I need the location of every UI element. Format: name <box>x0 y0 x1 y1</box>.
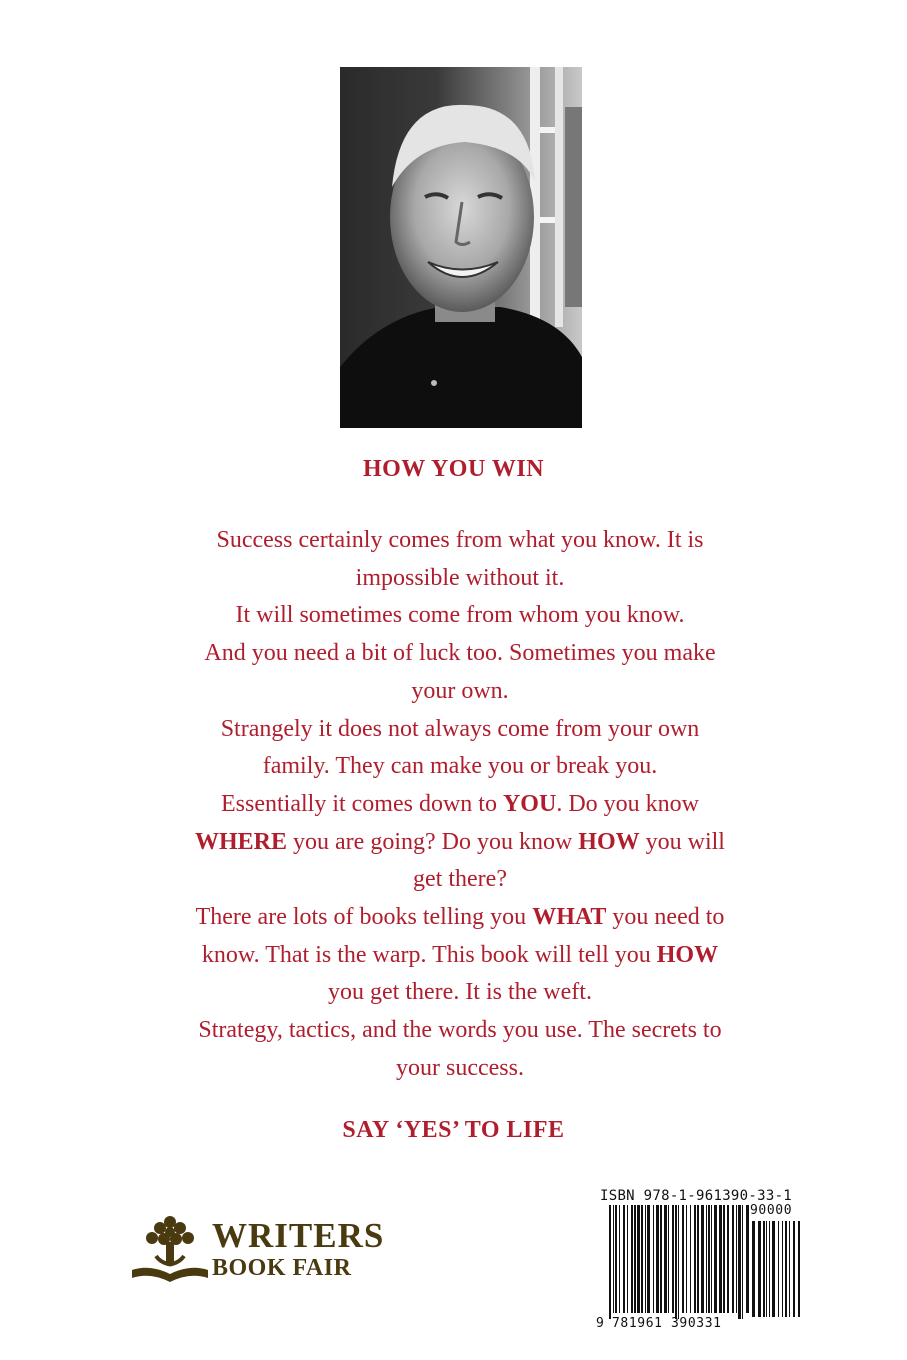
barcode-bar <box>746 1205 749 1313</box>
barcode-digits: 781961 390331 <box>612 1316 722 1331</box>
barcode-bar <box>706 1205 707 1313</box>
emphasis-text: HOW <box>656 941 719 968</box>
barcode-bar <box>637 1205 640 1313</box>
barcode-bar <box>738 1205 741 1319</box>
barcode-bar <box>727 1205 729 1313</box>
barcode-bar <box>701 1205 704 1313</box>
blurb-paragraph <box>195 635 725 710</box>
blurb-run: . Do you know <box>556 790 699 817</box>
barcode-bar <box>798 1221 800 1317</box>
blurb-run: you get there. It is the weft. <box>328 979 592 1006</box>
blurb-run: And you need a bit of luck too. Sometimes you make your own. <box>204 640 716 704</box>
barcode-bar <box>647 1205 650 1313</box>
barcode-bar <box>752 1221 755 1317</box>
barcode-bar <box>772 1221 775 1317</box>
barcode-bar <box>641 1205 643 1313</box>
blurb-run: Essentially it comes down to <box>221 790 503 817</box>
barcode-bar <box>623 1205 625 1313</box>
blurb-paragraph <box>195 597 725 635</box>
barcode-bar <box>793 1221 795 1317</box>
barcode-bar <box>675 1205 677 1319</box>
emphasis-text: HOW <box>578 828 640 855</box>
isbn-text: ISBN 978-1-961390-33-1 <box>600 1188 793 1204</box>
blurb-paragraph <box>195 786 725 899</box>
barcode-bar <box>627 1205 628 1313</box>
blurb-run: Success certainly comes from what you know. It is impossible without it. <box>216 527 704 591</box>
barcode-bar <box>708 1205 710 1313</box>
blurb-run: you will get there? <box>413 828 725 893</box>
barcode-bar <box>763 1221 765 1317</box>
blurb-paragraph <box>195 711 725 786</box>
barcode-bar <box>645 1205 646 1313</box>
barcode-bar <box>634 1205 636 1313</box>
barcode-bar <box>660 1205 662 1313</box>
blurb-run: Strategy, tactics, and the words you use. The secrets to your success. <box>198 1017 722 1081</box>
blurb-text <box>195 522 725 1088</box>
barcode-bar <box>697 1205 699 1313</box>
blurb-run: you need to know. That is the warp. This book will tell you <box>201 904 725 968</box>
barcode-bar <box>736 1205 737 1313</box>
publisher-logo <box>212 1218 384 1280</box>
barcode-bar <box>668 1205 669 1313</box>
barcode-bar <box>723 1205 725 1313</box>
barcode-bar <box>678 1205 679 1319</box>
blurb-run: you are going? Do you know <box>287 828 579 855</box>
barcode-bar <box>758 1221 761 1317</box>
barcode-bar <box>782 1221 783 1317</box>
barcode-bar <box>682 1205 684 1313</box>
barcode-bar <box>785 1221 787 1317</box>
barcode-bar <box>672 1205 674 1313</box>
barcode-bar <box>766 1221 767 1317</box>
barcode-prefix-digit: 9 <box>596 1316 604 1331</box>
barcode-addon-digits: 90000 <box>750 1203 793 1218</box>
publisher-name-line2: BOOK FAIR <box>212 1255 352 1281</box>
barcode-bar <box>619 1205 620 1313</box>
barcode-bar <box>719 1205 722 1313</box>
blurb-run: Strangely it does not always come from your own family. They can make you or break you. <box>220 715 700 780</box>
barcode-bar <box>631 1205 633 1313</box>
barcode-bar <box>690 1205 691 1313</box>
barcode-bar <box>656 1205 659 1313</box>
barcode <box>609 1205 805 1323</box>
barcode-bar <box>742 1205 743 1319</box>
emphasis-text: WHERE <box>195 828 288 855</box>
blurb-paragraph <box>195 522 725 597</box>
barcode-bar <box>789 1221 790 1317</box>
barcode-bar <box>714 1205 717 1313</box>
barcode-bar <box>778 1221 779 1317</box>
blurb-run: It will sometimes come from whom you know. <box>235 602 685 629</box>
author-photo <box>340 67 582 428</box>
blurb-paragraph <box>195 1012 725 1087</box>
barcode-bar <box>732 1205 734 1313</box>
barcode-bar <box>609 1205 611 1319</box>
barcode-bar <box>664 1205 667 1313</box>
tagline: SAY ‘YES’ TO LIFE <box>342 1117 565 1143</box>
barcode-bar <box>711 1205 712 1313</box>
barcode-bar <box>615 1205 617 1313</box>
barcode-bar <box>769 1221 770 1317</box>
barcode-bar <box>694 1205 696 1313</box>
blurb-heading: HOW YOU WIN <box>362 456 545 482</box>
blurb-run: There are lots of books telling you <box>195 904 533 931</box>
barcode-bar <box>613 1205 614 1313</box>
emphasis-text: YOU <box>502 790 557 817</box>
blurb-paragraph <box>195 899 725 1012</box>
emphasis-text: WHAT <box>532 904 607 931</box>
barcode-bar <box>653 1205 654 1313</box>
barcode-bar <box>686 1205 687 1313</box>
publisher-name-line1: WRITERS <box>212 1216 385 1255</box>
